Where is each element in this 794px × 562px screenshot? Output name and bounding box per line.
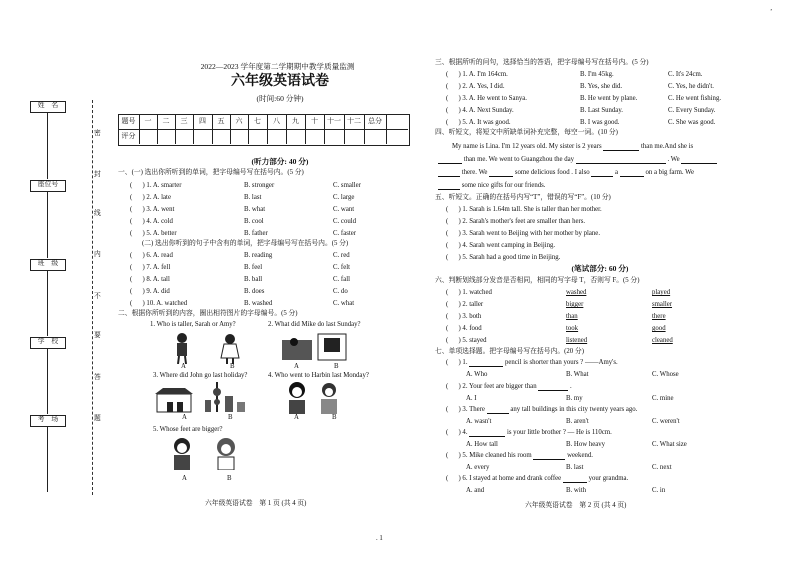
passage-text: than me.And she is	[641, 143, 694, 150]
section-7-title: 七、单项选择题。把字母编号写在括号内。(20 分)	[435, 348, 584, 355]
score-header-cell: 一	[144, 117, 152, 125]
question-stem: ( ) 6. A. read	[130, 252, 173, 259]
answer-blank[interactable]	[489, 168, 513, 177]
option-b: B. cool	[244, 218, 264, 225]
exam-time: (时间:60 分钟)	[256, 94, 304, 103]
seal-char: 题	[94, 415, 101, 422]
option-label-b: B	[228, 414, 233, 421]
option-label-a: A	[294, 414, 299, 421]
option-c: C. She was good.	[668, 119, 716, 126]
passage-text: on a big farm. We	[645, 169, 695, 176]
passage-text: some nice gifts for our friends.	[461, 182, 546, 189]
score-header-cell: 二	[162, 117, 170, 125]
class-line	[47, 270, 48, 336]
option-c: C. What size	[652, 441, 687, 448]
question-text: ( ) 4.	[446, 429, 468, 436]
option-b: B. I'm 45kg.	[580, 71, 614, 78]
word-b: bigger	[566, 301, 584, 308]
question-stem: ( ) 8. A. tall	[130, 276, 170, 283]
option-b: B. with	[566, 487, 587, 494]
question-stem: ( ) 10. A. watched	[130, 300, 188, 307]
question-text: your grandma.	[588, 475, 629, 482]
word-c: good	[652, 325, 666, 332]
word-c: smaller	[652, 301, 673, 308]
answer-blank[interactable]	[603, 142, 639, 151]
question-stem: ( ) 5. A. better	[130, 230, 177, 237]
option-c: C. He went fishing.	[668, 95, 722, 102]
option-b: B. aren't	[566, 418, 589, 425]
picture-question-1: 1. Who is taller, Sarah or Amy?	[150, 321, 236, 328]
section-3-title: 三、根据所听的问句，选择恰当的答语，把字母编号写在括号内。(5 分)	[435, 59, 649, 66]
question-stem: ( ) 9. A. did	[130, 288, 170, 295]
option-b: B. reading	[244, 252, 273, 259]
option-c: C. what	[333, 300, 355, 307]
seal-line	[92, 100, 93, 495]
school-label: 学 校	[37, 338, 59, 345]
section-2-title: 二、根据你所听到的内容，圈出相符图片的字母编号。(5 分)	[118, 310, 298, 317]
question-text: weekend.	[567, 452, 593, 459]
answer-blank[interactable]	[487, 405, 509, 414]
option-c: C. faster	[333, 230, 357, 237]
question-text: ( ) 5. Mike cleaned his room	[446, 452, 532, 459]
passage-text: than me. We went to Guangzhou the day	[463, 156, 575, 163]
word-b: washed	[566, 289, 587, 296]
option-c: C. Yes, he didn't.	[668, 83, 714, 90]
passage-line-4	[438, 181, 546, 190]
question-text: ( ) 2. Your feet are bigger than	[446, 383, 537, 390]
seal-char: 不	[94, 293, 101, 300]
tf-statement: ( ) 1. Sarah is 1.64m tall. She is taller than her mother.	[446, 206, 602, 213]
mc-question	[446, 405, 637, 414]
score-header-cell: 十	[311, 117, 318, 125]
question-stem: ( ) 1. A. I'm 164cm.	[446, 71, 508, 78]
option-b: B. Yes, she did.	[580, 83, 623, 90]
option-b: B. does	[244, 288, 265, 295]
option-c: C. It's 24cm.	[668, 71, 703, 78]
room-label: 考 场	[37, 416, 59, 423]
option-c: C. red	[333, 252, 350, 259]
written-header: (笔试部分: 60 分)	[571, 264, 629, 273]
option-a: A. Who	[466, 371, 488, 378]
score-header-cell: 题号	[121, 117, 136, 125]
option-a: A. I	[466, 395, 477, 402]
option-label-a: A	[294, 363, 299, 370]
question-stem: ( ) 5. stayed	[446, 337, 487, 344]
option-c: C. in	[652, 487, 666, 494]
left-page-footer: 六年级英语试卷 第 1 页 (共 4 页)	[205, 500, 307, 507]
mike-activity-picture	[280, 330, 350, 362]
option-c: C. want	[333, 206, 355, 213]
answer-blank[interactable]	[620, 168, 644, 177]
feet-picture	[160, 436, 250, 470]
boy-girl-picture	[283, 380, 343, 414]
exam-header-line: 2022—2023 学年度第二学期期中教学质量监测	[200, 62, 355, 71]
word-b: took	[566, 325, 579, 332]
picture-question-3: 3. Where did John go last holiday?	[153, 372, 248, 379]
score-header-cell: 七	[254, 117, 261, 125]
option-label-a: A	[182, 414, 187, 421]
option-label-a: A	[182, 475, 187, 482]
option-b: B. stronger	[244, 182, 275, 189]
answer-blank[interactable]	[438, 155, 462, 164]
option-b: B. He went by plane.	[580, 95, 638, 102]
question-stem: ( ) 4. A. Next Sunday.	[446, 107, 514, 114]
option-b: B. Last Sunday.	[580, 107, 623, 114]
question-text: ( ) 6. I stayed at home and drank coffee	[446, 475, 562, 482]
question-stem: ( ) 3. A. went	[130, 206, 175, 213]
option-label-b: B	[227, 475, 232, 482]
tf-statement: ( ) 4. Sarah went camping in Beijing.	[446, 242, 556, 249]
word-c: played	[652, 289, 671, 296]
mc-question	[446, 382, 572, 391]
score-header-cell: 三	[180, 117, 188, 125]
score-header-cell: 八	[273, 117, 280, 125]
answer-blank[interactable]	[681, 155, 717, 164]
answer-blank[interactable]	[563, 474, 587, 483]
option-b: B. father	[244, 230, 268, 237]
page-title: 六年级英语试卷	[231, 74, 329, 89]
name-label: 姓 名	[37, 102, 59, 109]
option-b: B. my	[566, 395, 583, 402]
bottom-page-mark: . 1	[376, 535, 383, 542]
seal-char: 答	[94, 374, 101, 381]
passage-line-3	[438, 168, 694, 177]
section-5-title: 五、听短文。正确的在括号内写“T”，错误的写“F”。(10 分)	[435, 194, 611, 201]
score-header-cell: 总分	[368, 117, 382, 125]
school-line	[47, 348, 48, 414]
option-c: C. Whose	[652, 371, 679, 378]
question-stem: ( ) 5. A. It was good.	[446, 119, 511, 126]
question-text: is your little brother ? — He is 110cm.	[506, 429, 612, 436]
option-a: A. and	[466, 487, 485, 494]
class-label: 班 级	[37, 260, 59, 267]
seat-label: 座位号	[37, 181, 59, 188]
option-a: A. every	[466, 464, 490, 471]
corner-mark: ʼ	[770, 9, 773, 16]
passage-text: . We	[667, 156, 680, 163]
option-c: C. weren't	[652, 418, 680, 425]
passage-text: some delicious food . I also	[514, 169, 590, 176]
option-b: B. feel	[244, 264, 263, 271]
option-b: B. what	[244, 206, 266, 213]
question-stem: ( ) 3. both	[446, 313, 482, 320]
option-c: C. next	[652, 464, 672, 471]
question-stem: ( ) 3. A. He went to Sanya.	[446, 95, 527, 102]
tf-statement: ( ) 5. Sarah had a good time in Beijing.	[446, 254, 561, 261]
seal-char: 密	[94, 130, 101, 137]
word-c: there	[652, 313, 666, 320]
option-a: A. How tall	[466, 441, 498, 448]
question-text: any tall buildings in this city twenty years ago.	[510, 406, 638, 413]
score-row-label: 评分	[121, 132, 136, 140]
option-c: C. Every Sunday.	[668, 107, 716, 114]
question-stem: ( ) 2. A. Yes, I did.	[446, 83, 505, 90]
tf-statement: ( ) 2. Sarah's mother's feet are smaller than hers.	[446, 218, 586, 225]
option-c: C. large	[333, 194, 355, 201]
answer-blank[interactable]	[533, 451, 565, 460]
option-label-a: A	[181, 363, 186, 370]
score-header-cell: 十二	[347, 117, 361, 125]
score-header-cell: 五	[217, 117, 225, 125]
answer-blank[interactable]	[469, 358, 503, 367]
seat-line	[47, 191, 48, 258]
question-stem: ( ) 7. A. fell	[130, 264, 171, 271]
option-b: B. last	[244, 194, 262, 201]
mc-question	[446, 451, 593, 460]
passage-text: a	[615, 169, 619, 176]
answer-blank[interactable]	[538, 382, 568, 391]
option-b: B. How heavy	[566, 441, 606, 448]
name-line	[47, 112, 48, 179]
option-c: C. mine	[652, 395, 674, 402]
option-label-b: B	[332, 414, 337, 421]
section-4-title: 四、听短文，将短文中所缺单词补充完整，每空一词。(10 分)	[435, 129, 618, 136]
question-text: pencil is shorter than yours ? ——Amy's.	[504, 359, 618, 366]
seal-char: 内	[94, 251, 101, 258]
seal-char: 封	[94, 171, 101, 178]
option-label-b: B	[334, 363, 339, 370]
option-b: B. washed	[244, 300, 273, 307]
section-1b-title: (二) 选出你听到的句子中含有的单词，把字母编号写在括号内。(5 分)	[142, 240, 349, 247]
listening-header: (听力部分: 40 分)	[251, 157, 309, 166]
question-stem: ( ) 4. A. cold	[130, 218, 173, 225]
answer-blank[interactable]	[576, 155, 666, 164]
score-header-cell: 六	[235, 117, 243, 125]
question-text: ( ) 3. There	[446, 406, 485, 413]
mc-question	[446, 358, 618, 367]
option-label-b: B	[230, 363, 235, 370]
option-c: C. do	[333, 288, 348, 295]
word-c: cleaned	[652, 337, 673, 344]
question-text: .	[570, 383, 572, 390]
question-text: ( ) 1.	[446, 359, 468, 366]
score-header-cell: 十一	[327, 117, 341, 125]
picture-question-2: 2. What did Mike do last Sunday?	[268, 321, 361, 328]
word-b: listened	[566, 337, 588, 344]
score-header-cell: 九	[292, 117, 299, 125]
section-1a-title: 一、(一) 选出你所听到的单词，把字母编号写在括号内。(5 分)	[118, 169, 304, 176]
question-stem: ( ) 1. watched	[446, 289, 492, 296]
right-page-footer: 六年级英语试卷 第 2 页 (共 4 页)	[525, 502, 627, 509]
answer-blank[interactable]	[438, 181, 460, 190]
tf-statement: ( ) 3. Sarah went to Beijing with her mother by plane.	[446, 230, 601, 237]
passage-line-1	[452, 142, 693, 151]
seal-char: 要	[94, 332, 101, 339]
option-b: B. ball	[244, 276, 263, 283]
option-b: B. What	[566, 371, 589, 378]
mc-question	[446, 428, 612, 437]
option-b: B. I was good.	[580, 119, 620, 126]
option-c: C. could	[333, 218, 357, 225]
option-c: C. felt	[333, 264, 350, 271]
option-c: C. smaller	[333, 182, 361, 189]
picture-question-4: 4. Who went to Harbin last Monday?	[268, 372, 369, 379]
mc-question	[446, 474, 628, 483]
question-stem: ( ) 2. A. late	[130, 194, 171, 201]
landmarks-picture	[155, 380, 251, 414]
section-6-title: 六、判断划线部分发音是否相同，相同的写字母 T，否则写 F。(5 分)	[435, 277, 640, 284]
question-stem: ( ) 4. food	[446, 325, 482, 332]
picture-question-5: 5. Whose feet are bigger?	[153, 426, 223, 433]
score-header-cell: 四	[199, 117, 206, 125]
answer-blank[interactable]	[438, 168, 460, 177]
option-b: B. last	[566, 464, 584, 471]
passage-line-2	[438, 155, 717, 164]
option-a: A. wasn't	[466, 418, 492, 425]
question-stem: ( ) 1. A. smarter	[130, 182, 182, 189]
room-line	[47, 426, 48, 492]
passage-text: there. We	[461, 169, 488, 176]
question-stem: ( ) 2. taller	[446, 301, 484, 308]
option-c: C. fall	[333, 276, 350, 283]
answer-blank[interactable]	[469, 428, 505, 437]
answer-blank[interactable]	[591, 168, 613, 177]
seal-char: 线	[94, 210, 101, 217]
passage-text: My name is Lina. I'm 12 years old. My sister is 2 years	[452, 143, 602, 150]
girls-height-picture	[160, 330, 250, 364]
word-b: than	[566, 313, 578, 320]
